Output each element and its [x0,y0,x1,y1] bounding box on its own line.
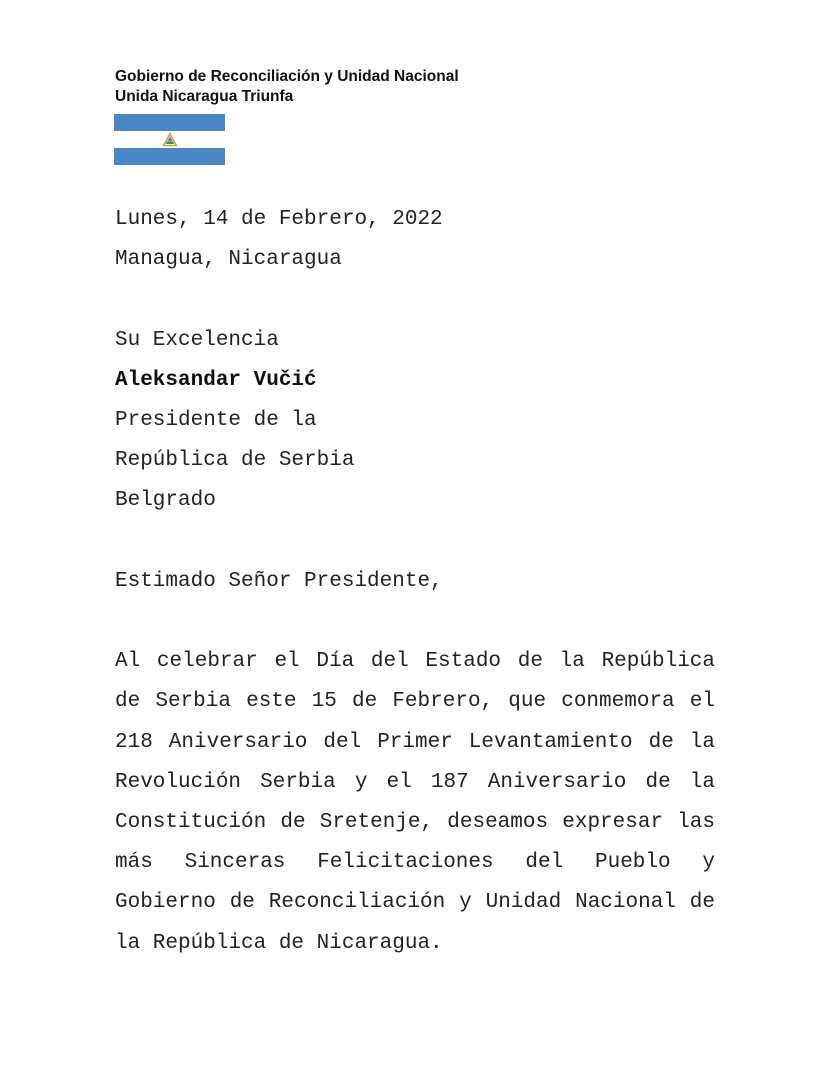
flag-bottom-stripe [114,148,225,165]
letterhead [115,67,459,106]
flag-middle-stripe [114,131,225,148]
recipient-position-line1: Presidente de la [115,409,317,432]
date-line: Lunes, 14 de Febrero, 2022 [115,208,443,231]
recipient-name: Aleksandar Vučić [115,368,317,392]
letterhead-government-name: Gobierno de Reconciliación y Unidad Nacional [115,68,459,85]
coat-of-arms-icon [162,132,178,148]
letterhead-motto: Unida Nicaragua Triunfa [115,87,294,105]
letter-body [115,200,715,964]
body-paragraph: Al celebrar el Día del Estado de la República de Serbia este 15 de Febrero, que conmemora el 218 Aniversario del Primer Levantamiento de la Revolución Serbia y el 187 Aniversario de la Constitución de Sretenje, deseamos expresar las más Sinceras Felicitaciones del Pueblo y Gobierno de Reconciliación y Unidad Nacional de la República de Nicaragua. [115,650,715,955]
greeting-line: Estimado Señor Presidente, [115,569,443,593]
recipient-position-line2: República de Serbia [115,449,355,473]
nicaragua-flag [114,114,225,165]
place-line: Managua, Nicaragua [115,248,342,272]
flag-top-stripe [114,114,225,131]
recipient-title: Su Excelencia [115,328,279,352]
recipient-city: Belgrado [115,489,216,513]
